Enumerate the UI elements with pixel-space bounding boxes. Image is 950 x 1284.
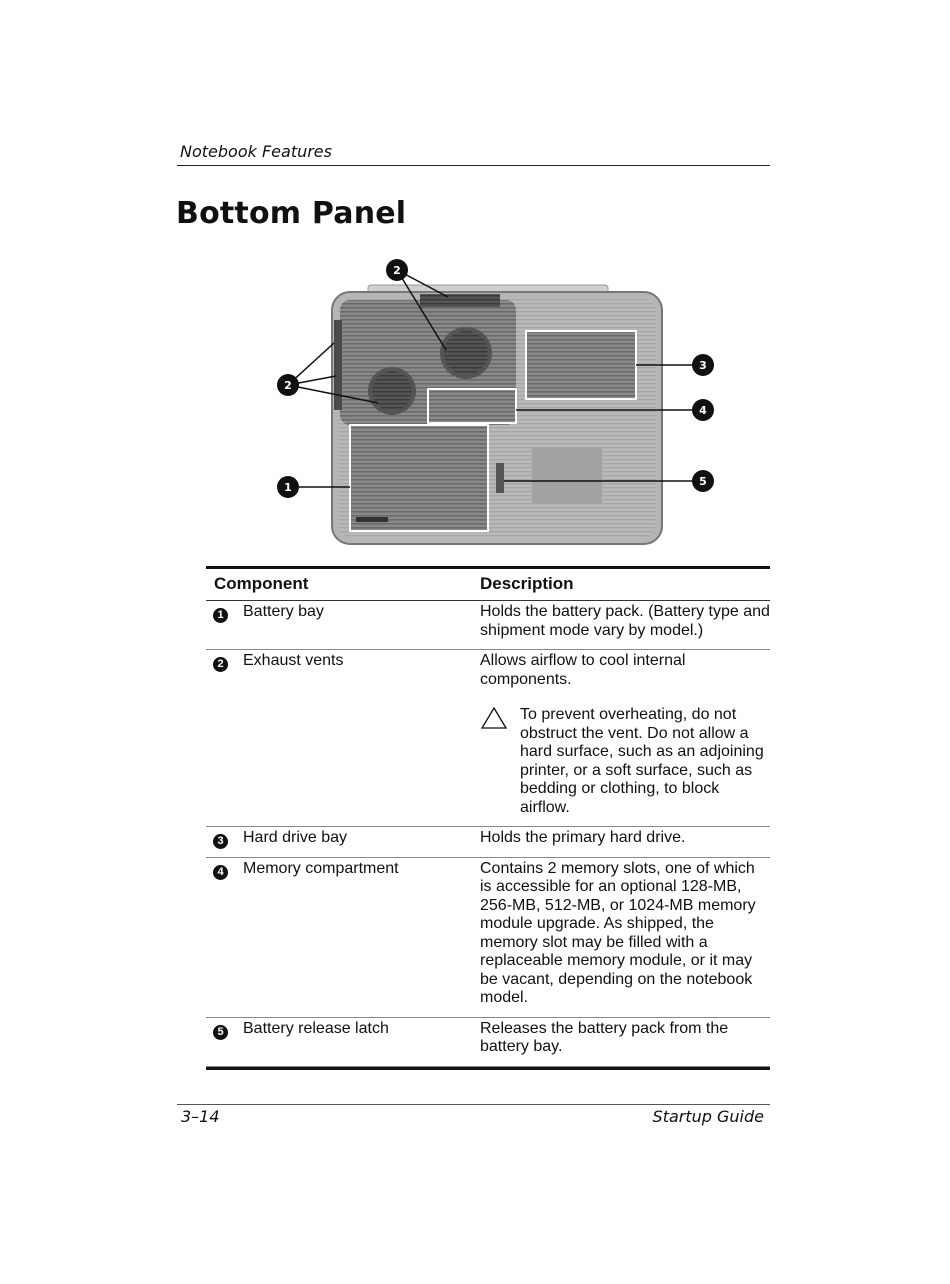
guide-title: Startup Guide bbox=[652, 1107, 764, 1126]
callout-2-left bbox=[277, 374, 299, 396]
running-header bbox=[177, 139, 770, 166]
page-title: Bottom Panel bbox=[176, 196, 407, 231]
svg-text:2: 2 bbox=[393, 264, 401, 277]
callout-4 bbox=[692, 399, 714, 421]
header-component: Component bbox=[214, 574, 309, 593]
component-name: Exhaust vents bbox=[243, 652, 344, 669]
table-bottom-rule bbox=[206, 1067, 770, 1070]
row-number: 5 bbox=[213, 1025, 228, 1040]
component-description: Allows airflow to cool internal components. bbox=[480, 652, 686, 688]
table-row bbox=[206, 1018, 770, 1067]
header-description: Description bbox=[480, 574, 574, 593]
component-table bbox=[206, 566, 770, 1070]
running-footer bbox=[177, 1104, 770, 1126]
bottom-panel-illustration bbox=[268, 255, 733, 550]
callout-3 bbox=[692, 354, 714, 376]
callout-5 bbox=[692, 470, 714, 492]
page-number: 3–14 bbox=[181, 1107, 220, 1126]
component-name: Battery release latch bbox=[243, 1019, 389, 1037]
caution-icon bbox=[480, 706, 520, 817]
component-name: Memory compartment bbox=[243, 859, 399, 877]
section-name: Notebook Features bbox=[180, 142, 332, 161]
table-row bbox=[206, 827, 770, 858]
caution-text: To prevent overheating, do not obstruct the vent. Do not allow a hard surface, such as an adjoining printer, or a soft surface, such as bedding or clothing, to block airflow. bbox=[520, 706, 764, 816]
component-name: Battery bay bbox=[243, 603, 324, 620]
caution-note bbox=[480, 706, 770, 817]
row-number: 1 bbox=[213, 608, 228, 623]
svg-text:2: 2 bbox=[284, 379, 292, 392]
row-number: 2 bbox=[213, 657, 228, 672]
svg-text:4: 4 bbox=[699, 404, 707, 417]
svg-text:3: 3 bbox=[699, 359, 707, 372]
svg-text:1: 1 bbox=[284, 481, 292, 494]
table-row bbox=[206, 650, 770, 827]
component-name: Hard drive bay bbox=[243, 829, 348, 846]
row-number: 3 bbox=[213, 834, 228, 849]
component-description: Holds the primary hard drive. bbox=[480, 829, 686, 846]
svg-text:5: 5 bbox=[699, 475, 707, 488]
row-number: 4 bbox=[213, 865, 228, 880]
table-row bbox=[206, 858, 770, 1018]
table-header bbox=[206, 569, 770, 601]
component-description: Holds the battery pack. (Battery type and shipment mode vary by model.) bbox=[480, 603, 770, 639]
component-description: Releases the battery pack from the battery bay. bbox=[480, 1019, 729, 1055]
callout-1 bbox=[277, 476, 299, 498]
component-description: Contains 2 memory slots, one of which is accessible for an optional 128-MB, 256-MB, 512-MB, or 1024-MB memory module upgrade. As shipped, the memory slot may be filled with a replaceable memory module, or it may be vacant, depending on the notebook model. bbox=[480, 859, 756, 1006]
table-row bbox=[206, 601, 770, 650]
callout-2-top bbox=[386, 259, 408, 281]
